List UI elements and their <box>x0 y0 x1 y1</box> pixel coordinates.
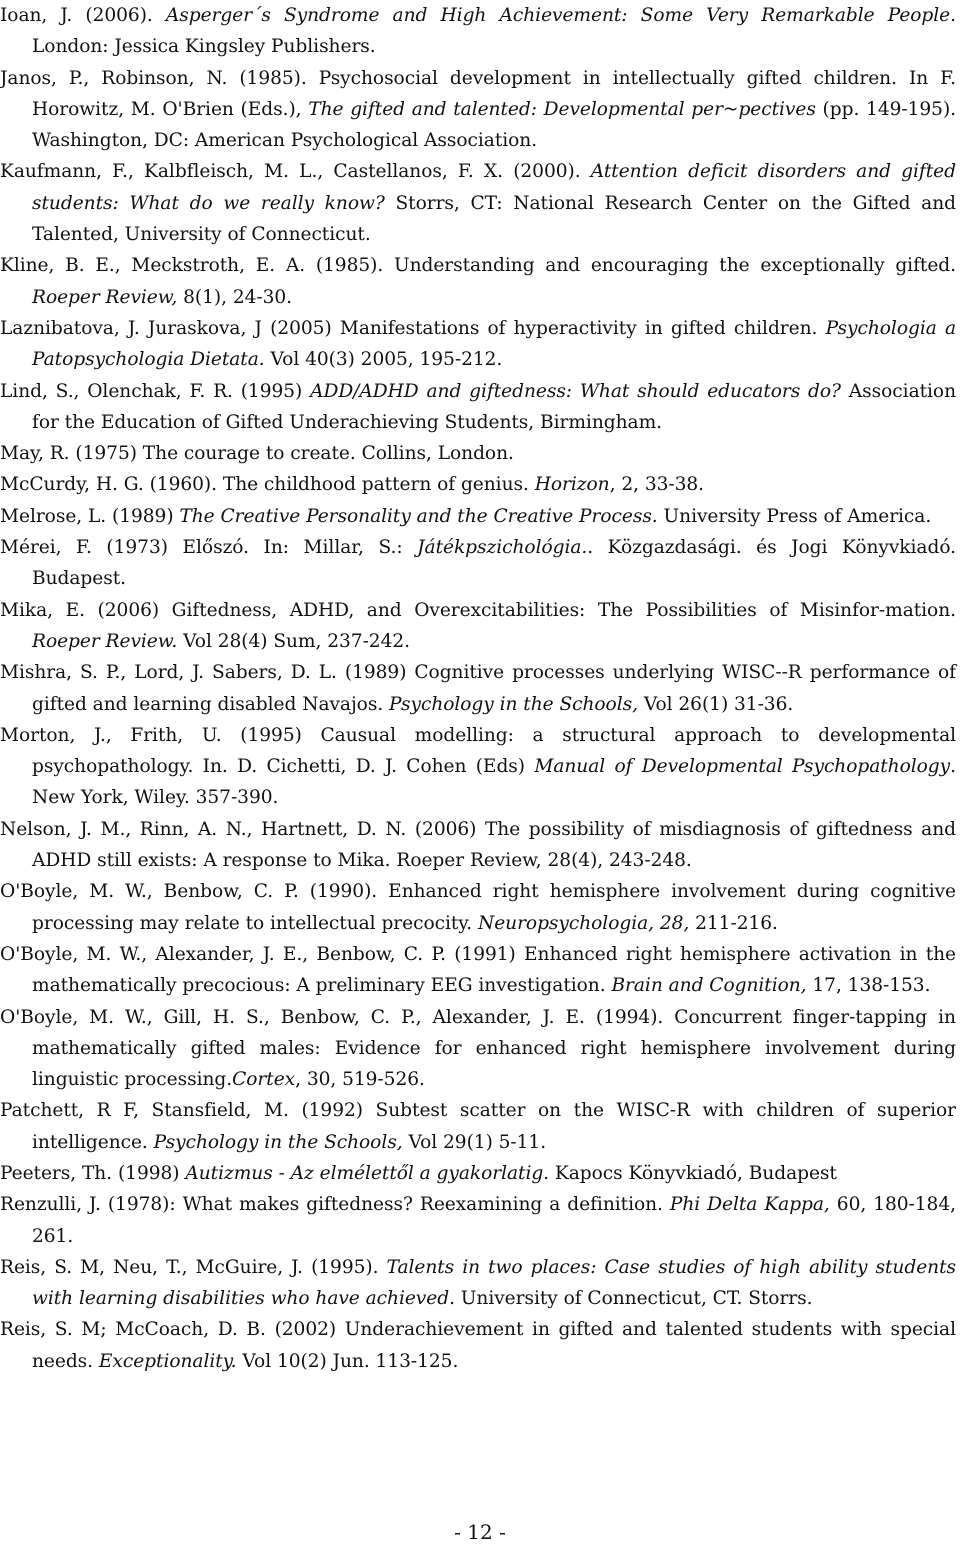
reference-text: (pp. 149-195). Washington, DC: American Psychological Association. <box>32 98 957 152</box>
reference-italic-text: Talents in two places: Case studies of high ability students with learning disabilities who have achieved <box>32 1256 956 1310</box>
reference-text: Lind, S., Olenchak, F. R. (1995) <box>0 380 311 402</box>
reference-entry <box>0 657 956 720</box>
reference-entry <box>0 313 956 376</box>
reference-entry <box>0 532 956 595</box>
reference-entry <box>0 501 956 532</box>
reference-italic-text: Autizmus - Az elmélettől a gyakorlatig. <box>185 1162 550 1184</box>
reference-italic-text: Roeper Review. <box>32 630 178 652</box>
reference-text: McCurdy, H. G. (1960). The childhood pattern of genius. <box>0 474 535 496</box>
reference-italic-text: Exceptionality. <box>98 1350 237 1372</box>
reference-text: Kline, B. E., Meckstroth, E. A. (1985). Understanding and encouraging the exceptionally gifted. <box>0 255 956 277</box>
reference-text: Association for the Education of Gifted Underachieving Students, Birmingham. <box>32 380 956 433</box>
reference-italic-text: Phi Delta Kappa, <box>669 1194 830 1216</box>
reference-entry <box>0 814 956 877</box>
reference-text: Laznibatova, J. Juraskova, J (2005) Manifestations of hyperactivity in gifted children. <box>0 317 826 339</box>
reference-text: Ioan, J. (2006). <box>0 5 166 26</box>
reference-text: O'Boyle, M. W., Gill, H. S., Benbow, C. P., Alexander, J. E. (1994). Concurrent finger-tapping in mathematically gifted males: Evidence for enhanced right hemisphere involvement during linguistic processing. <box>0 1006 956 1091</box>
reference-text: 211-216. <box>689 912 778 934</box>
reference-entry <box>0 1314 956 1377</box>
reference-italic-text: Psychology in the Schools, <box>153 1131 403 1153</box>
reference-italic-text: The Creative Personality and the Creative Process. <box>179 505 658 527</box>
reference-italic-text: Attention deficit disorders and gifted students: What do we really know? <box>32 161 956 214</box>
reference-entry <box>0 1002 956 1096</box>
reference-text: Storrs, CT: National Research Center on the Gifted and Talented, University of Connecticut. <box>32 192 956 246</box>
reference-italic-text: Psychology in the Schools, <box>389 693 638 715</box>
reference-text: Kapocs Könyvkiadó, Budapest <box>549 1162 837 1184</box>
reference-text: Vol 10(2) Jun. 113-125. <box>236 1350 459 1372</box>
reference-entry <box>0 376 956 439</box>
reference-text: Vol 26(1) 31-36. <box>637 693 794 715</box>
reference-entry <box>0 0 956 63</box>
reference-entry <box>0 156 956 250</box>
reference-italic-text: Brain and Cognition, <box>611 975 807 997</box>
reference-italic-text: Horizon <box>534 474 610 496</box>
reference-entry <box>0 469 956 500</box>
reference-text: Melrose, L. (1989) <box>0 505 180 527</box>
reference-text: Morton, J., Frith, U. (1995) Causual modelling: a structural approach to developmental psychopathology. In. D. Cichetti, D. J. Cohen (Eds) <box>0 724 956 778</box>
reference-italic-text: Asperger´s Syndrome and High Achievement: Some Very Remarkable People. <box>165 5 956 26</box>
reference-italic-text: Manual of Developmental Psychopathology <box>534 756 951 778</box>
reference-italic-text: Neuropsychologia, 28, <box>477 912 690 934</box>
reference-text: Janos, P., Robinson, N. (1985). Psychosocial development in intellectually gifted children. In F. Horowitz, M. O'Brien (Eds.), <box>0 67 956 120</box>
page-number: - 12 - <box>454 1520 506 1544</box>
reference-italic-text: The gifted and talented: Developmental per~pectives <box>308 98 816 120</box>
reference-entry <box>0 63 956 157</box>
reference-entry <box>0 1189 956 1252</box>
reference-text: May, R. (1975) The courage to create. Collins, London. <box>0 443 514 465</box>
reference-text: . University of Connecticut, CT. Storrs. <box>449 1288 813 1310</box>
reference-entry <box>0 1252 956 1315</box>
reference-text: , 30, 519-526. <box>295 1069 425 1091</box>
reference-entry <box>0 250 956 313</box>
reference-text: Reis, S. M; McCoach, D. B. (2002) Underachievement in gifted and talented students with special needs. <box>0 1319 956 1372</box>
reference-text: Mika, E. (2006) Giftedness, ADHD, and Overexcitabilities: The Possibilities of Misinfor-mation. <box>0 599 956 621</box>
reference-text: . New York, Wiley. 357-390. <box>32 756 956 809</box>
reference-italic-text: Cortex <box>232 1069 296 1091</box>
reference-text: Mérei, F. (1973) Előszó. In: Millar, S.: <box>0 537 418 559</box>
reference-italic-text: Játékpszichológia. <box>417 537 588 559</box>
reference-text: Renzulli, J. (1978): What makes giftedness? Reexamining a definition. <box>0 1194 670 1216</box>
reference-entry <box>0 438 956 469</box>
reference-text: Patchett, R F, Stansfield, M. (1992) Subtest scatter on the WISC-R with children of superior intelligence. <box>0 1100 956 1153</box>
reference-entry <box>0 1095 956 1158</box>
reference-text: Mishra, S. P., Lord, J. Sabers, D. L. (1989) Cognitive processes underlying WISC--R performance of gifted and learning disabled Navajos. <box>0 662 956 715</box>
reference-text: London: Jessica Kingsley Publishers. <box>32 36 376 58</box>
reference-text: University Press of America. <box>657 505 932 527</box>
reference-text: Kaufmann, F., Kalbfleisch, M. L., Castellanos, F. X. (2000). <box>0 161 591 183</box>
reference-entry <box>0 939 956 1002</box>
reference-text: , 2, 33-38. <box>609 474 705 496</box>
reference-entry <box>0 1158 956 1189</box>
reference-text: O'Boyle, M. W., Alexander, J. E., Benbow, C. P. (1991) Enhanced right hemisphere activation in the mathematically precocious: A preliminary EEG investigation. <box>0 943 956 997</box>
reference-text: Vol 40(3) 2005, 195-212. <box>264 349 503 371</box>
reference-text: Reis, S. M, Neu, T., McGuire, J. (1995). <box>0 1256 387 1278</box>
reference-italic-text: Psychologia a Patopsychologia Dietata. <box>32 317 956 371</box>
reference-entry <box>0 876 956 939</box>
reference-text: . Közgazdasági. és Jogi Könyvkiadó. Budapest. <box>32 537 956 590</box>
reference-italic-text: ADD/ADHD and giftedness: What should educators do? <box>310 380 841 402</box>
reference-italic-text: Roeper Review, <box>32 286 178 308</box>
reference-text: Nelson, J. M., Rinn, A. N., Hartnett, D. N. (2006) The possibility of misdiagnosis of giftedness and ADHD still exists: A response to Mika. Roeper Review, 28(4), 243-248. <box>0 818 956 872</box>
reference-text: 60, 180-184, 261. <box>32 1194 956 1247</box>
reference-text: Peeters, Th. (1998) <box>0 1162 186 1184</box>
reference-text: O'Boyle, M. W., Benbow, C. P. (1990). Enhanced right hemisphere involvement during cognitive processing may relate to intellectual precocity. <box>0 881 956 934</box>
reference-text: Vol 29(1) 5-11. <box>402 1131 547 1153</box>
reference-text: Vol 28(4) Sum, 237-242. <box>177 630 411 652</box>
reference-text: 8(1), 24-30. <box>177 286 293 308</box>
reference-entry <box>0 595 956 658</box>
reference-text: 17, 138-153. <box>806 975 931 997</box>
reference-entry <box>0 720 956 814</box>
